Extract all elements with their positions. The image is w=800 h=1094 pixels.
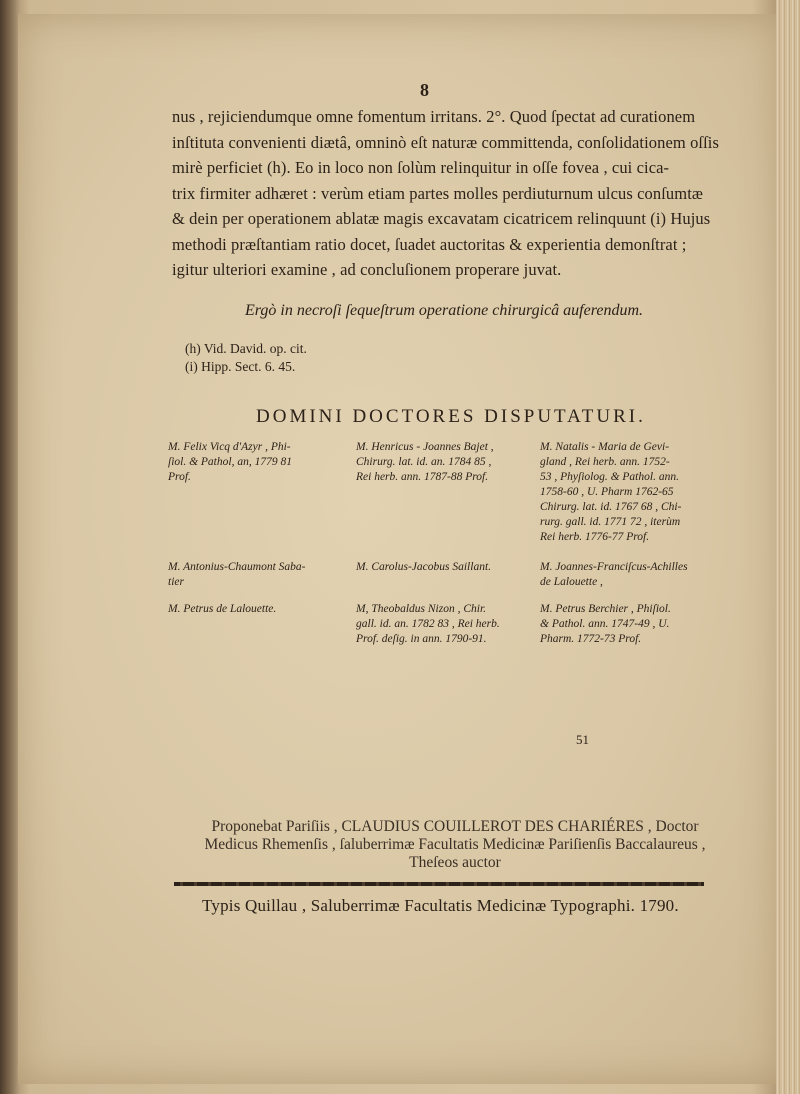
doctors-list [168, 440, 788, 670]
decorative-rule [174, 882, 704, 886]
footnotes [185, 340, 307, 376]
footnote: (h) Vid. David. op. cit. [185, 341, 307, 356]
section-heading: DOMINI DOCTORES DISPUTATURI. [256, 406, 646, 427]
doctor-entry: M. Natalis - Maria de Gevi- gland , Rei herb. ann. 1752- 53 , Phyſiolog. & Pathol. ann. 1758-60 , U. Pharm 1762-65 Chirurg. lat. id. 1767 68 , Chi- rurg. gall. id. 1771 72 , iterùm Rei herb. 1776-77 Prof. [540, 441, 682, 543]
body-line: nus , rejiciendumque omne fomentum irritans. 2°. Quod ſpectat ad curationem [172, 107, 696, 126]
body-line: trix firmiter adhæret : verùm etiam partes molles perdiuturnum ulcus conſumtæ [172, 183, 703, 203]
doctor-entry: M. Petrus de Lalouette. [168, 603, 277, 615]
body-line: inſtituta convenienti diætâ, omninò eſt naturæ committenda, conſolidationem oſſis [172, 132, 720, 152]
doctor-entry: M. Antonius-Chaumont Saba- tier [168, 561, 306, 588]
body-line: & dein per operationem ablatæ magis excavatam cicatricem relinquunt (i) Hujus [172, 209, 711, 228]
page-number: 8 [420, 80, 429, 100]
footnote: (i) Hipp. Sect. 6. 45. [185, 359, 296, 374]
proposer-line: Proponebat Pariſiis , CLAUDIUS COUILLEROT DES CHARIÉRES , Doctor [211, 818, 699, 835]
doctor-entry: M. Henricus - Joannes Bajet , Chirurg. lat. id. an. 1784 85 , Rei herb. ann. 1787-88 Prof. [356, 441, 494, 483]
doctor-entry: M. Felix Vicq d'Azyr , Phi- ſiol. & Pathol, an, 1779 81 Prof. [168, 441, 292, 483]
body-paragraph [172, 104, 782, 283]
conclusion-line: Ergò in necroſi ſequeſtrum operatione chirurgicâ auferendum. [245, 302, 644, 319]
doctor-entry: M, Theobaldus Nizon , Chir. gall. id. an. 1782 83 , Rei herb. Prof. deſig. in ann. 1790-91. [356, 603, 500, 645]
body-line: methodi præſtantiam ratio docet, ſuadet auctoritas & experientia demonſtrat ; [172, 234, 687, 254]
body-line: mirè perficiet (h). Eo in loco non ſolùm relinquitur in oſſe fovea , cui cica- [172, 158, 670, 177]
stray-mark: 51 [576, 732, 589, 747]
doctor-entry: M. Petrus Berchier , Phiſiol. & Pathol. ann. 1747-49 , U. Pharm. 1772-73 Prof. [540, 603, 671, 645]
doctor-entry: M. Joannes-Franciſcus-Achilles de Lalouette , [540, 561, 688, 588]
proposer-line: Theſeos auctor [409, 854, 501, 871]
proposer-block [170, 818, 740, 872]
body-line: igitur ulteriori examine , ad concluſionem properare juvat. [172, 260, 562, 279]
proposer-line: Medicus Rhemenſis , ſaluberrimæ Facultatis Medicinæ Pariſienſis Baccalaureus , [204, 836, 706, 853]
printer-imprint: Typis Quillau , Saluberrimæ Facultatis Medicinæ Typographi. 1790. [202, 896, 679, 915]
doctor-entry: M. Carolus-Jacobus Saillant. [356, 561, 492, 573]
